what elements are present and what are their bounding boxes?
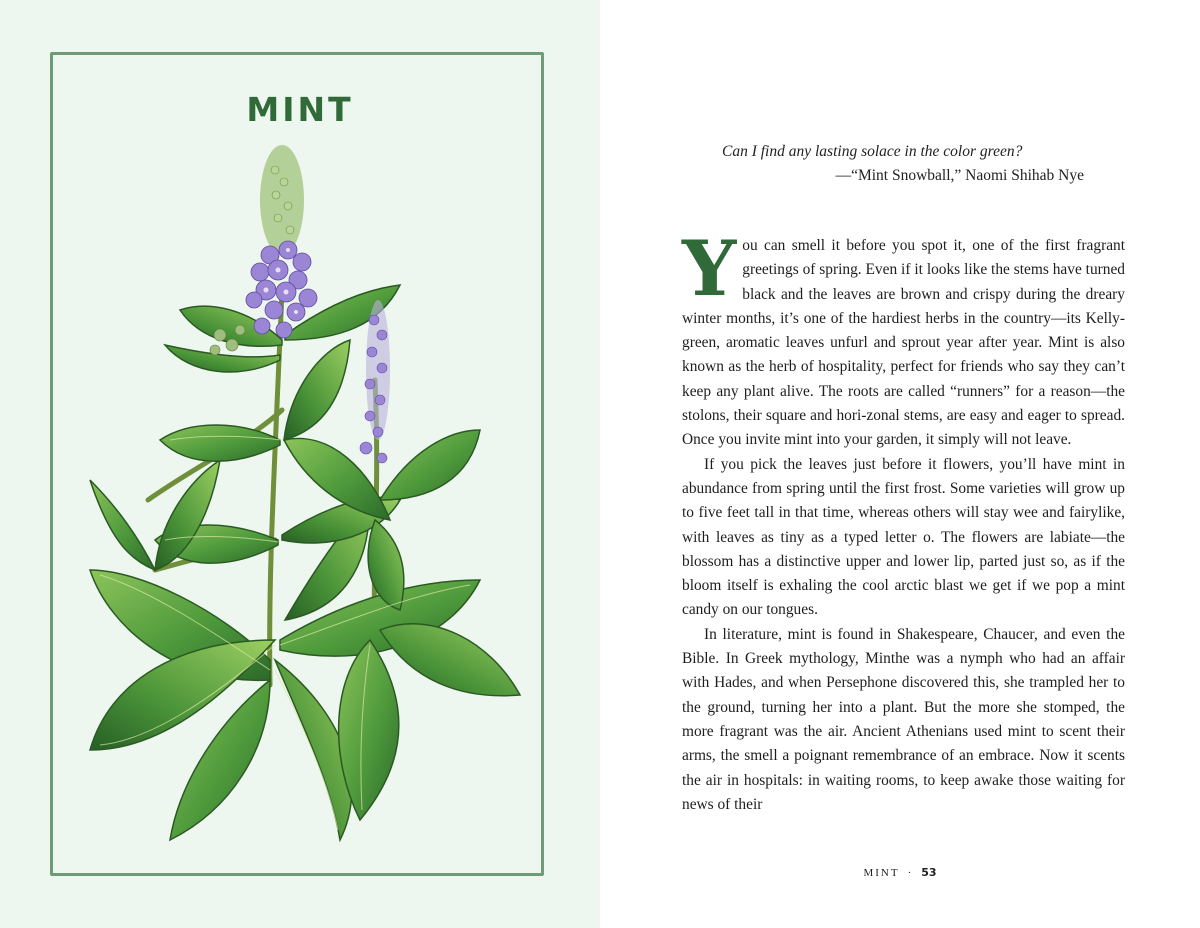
leaf: [90, 480, 155, 570]
leaf: [380, 624, 520, 696]
body-text: [682, 224, 1125, 817]
paragraph-1: [682, 224, 1125, 453]
paragraph-1-text: ou can smell it before you spot it, one of the first fragrant greetings of spring. Even if it looks like the stems have turned black and the leaves are brown and crispy during the dreary winter months, it’s one of the hardiest herbs in the country—its Kelly-green, aromatic leaves unfurl and sprout year after year. Mint is also known as the herb of hospitality, perfect for friends who say they can’t keep any plant alive. The roots are called “runners” for a reason—the stolons, their square and hori-zonal stems, are easy and eager to spread. Once you invite mint into your garden, it simply will not leave.: [682, 237, 1125, 449]
leaf: [380, 430, 480, 500]
right-page: [600, 0, 1200, 928]
epigraph-quote: Can I find any lasting solace in the color green?: [722, 143, 1023, 160]
epigraph: [722, 140, 1084, 188]
leaf: [160, 425, 280, 461]
flower-spike-main: [246, 145, 317, 338]
footer-section: MINT: [863, 867, 900, 879]
plate-title: MINT: [246, 90, 354, 129]
page-number: 53: [921, 866, 937, 879]
leaf: [165, 345, 280, 372]
footer-separator: ·: [907, 867, 914, 879]
mint-plant-illustration: [70, 140, 530, 860]
epigraph-attribution: —“Mint Snowball,” Naomi Shihab Nye: [835, 167, 1084, 184]
leaf: [284, 340, 350, 440]
paragraph-2: If you pick the leaves just before it flowers, you’ll have mint in abundance from spring until the first frost. Some varieties will grow up to five feet tall in that time, whereas others will stay wee and fairylike, with leaves as tiny as a typed letter o. The flowers are labiate—the blossom has a distinctive upper and lower lip, parted just so, as if the bloom itself is exhaling the cool arctic blast we get if we pop a mint candy on our tongues.: [682, 455, 1125, 619]
running-footer: [600, 866, 1200, 879]
drop-cap: Y: [682, 224, 737, 313]
leaves: [90, 285, 520, 840]
paragraph-3: In literature, mint is found in Shakespeare, Chaucer, and even the Bible. In Greek mythology, Minthe was a nymph who had an affair with Hades, and when Persephone discovered this, she trampled her to the ground, turning her into a plant. But the more she stomped, the more fragrant was the air. Ancient Athenians used mint to scent their arms, the smell a poignant remembrance of an embrace. Now it scents the air in hospitals: in waiting rooms, to keep awake those waiting for news of their: [682, 625, 1125, 813]
